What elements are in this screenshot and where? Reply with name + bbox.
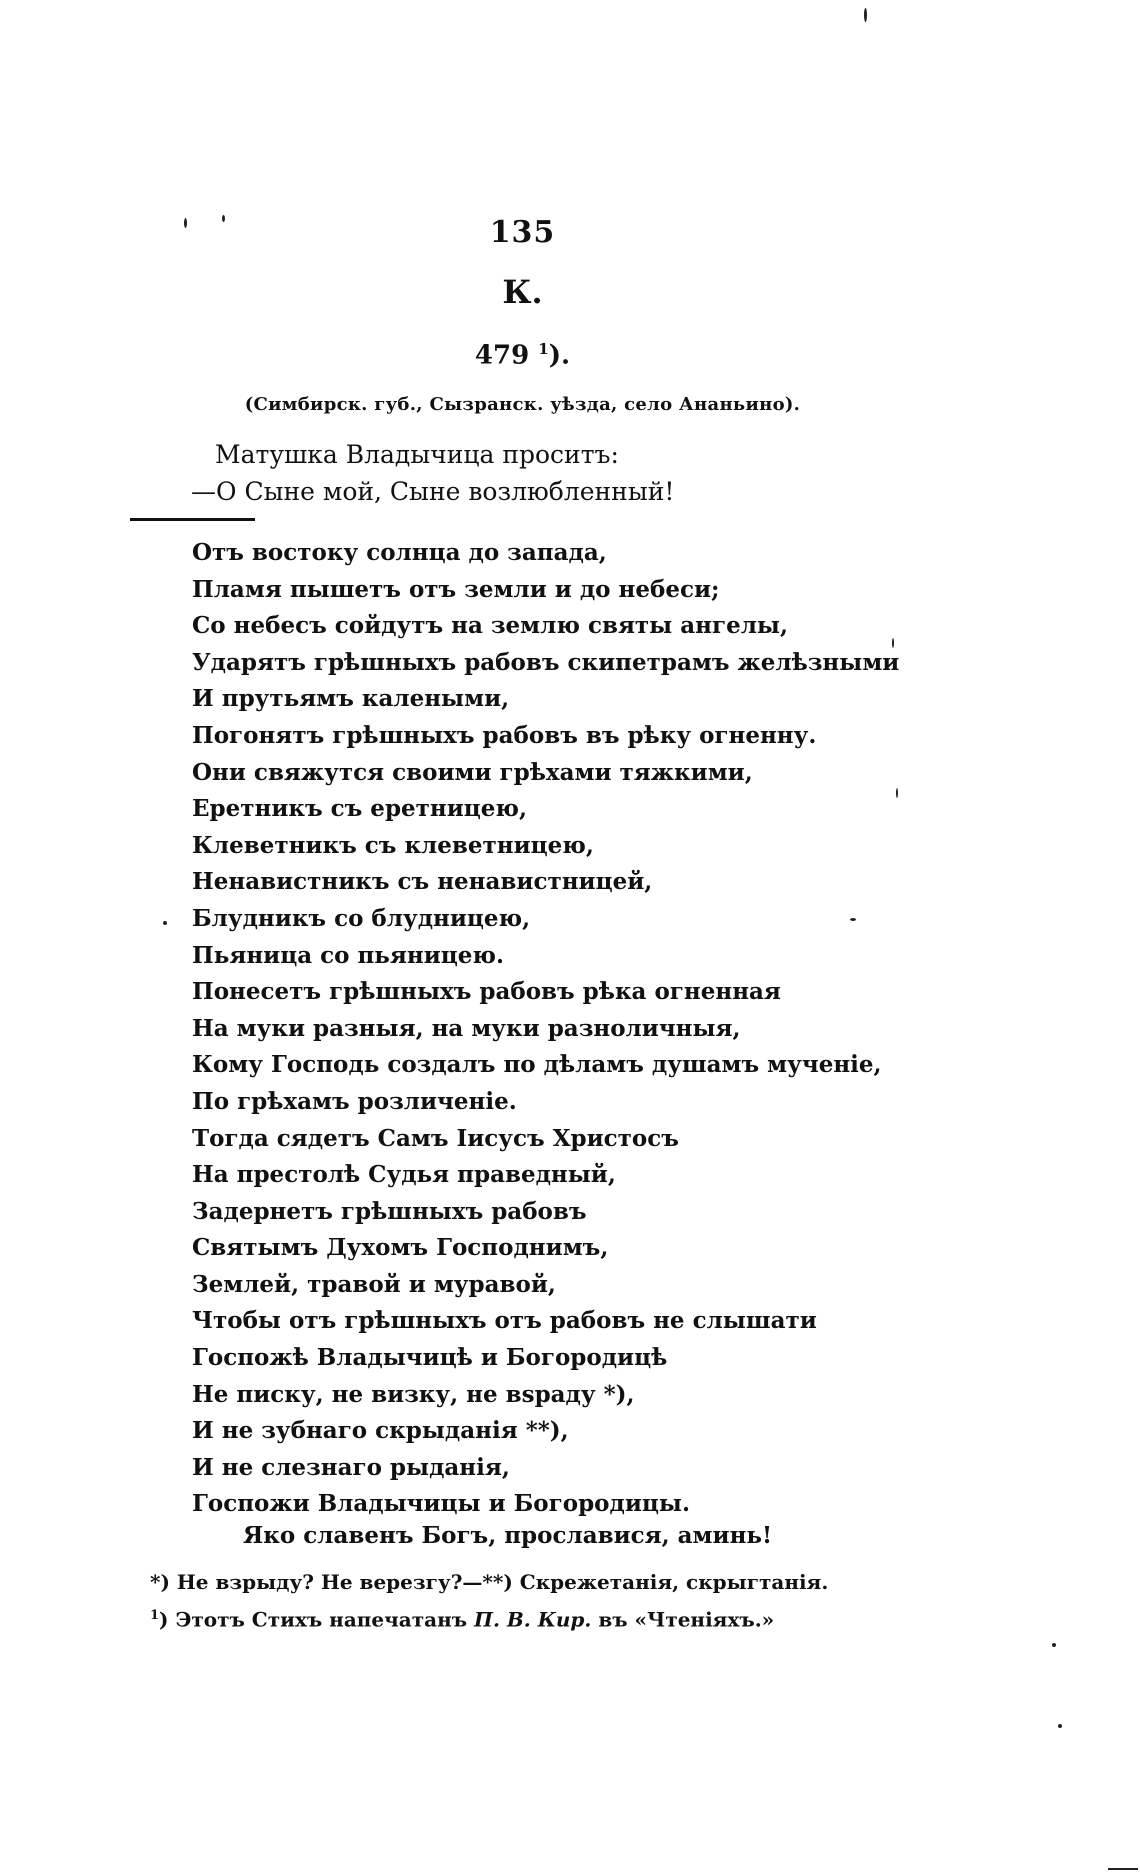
footnote-1-source: въ «Чтеніяхъ.» (591, 1607, 775, 1632)
item-number-close: ). (548, 340, 571, 371)
verse-line: Тогда сядетъ Самъ Іисусъ Христосъ (192, 1124, 679, 1152)
verse-line: На престолѣ Судья праведный, (192, 1161, 616, 1189)
footnote-1 (150, 1599, 828, 1637)
verse-body (192, 535, 899, 1523)
verse-line: Кому Господь создалъ по дѣламъ душамъ мученіе, (192, 1051, 882, 1079)
verse-line: Со небесъ сойдутъ на землю святы ангелы, (192, 612, 788, 640)
scan-speck (896, 788, 898, 798)
scan-speck (864, 8, 867, 22)
verse-line: Не писку, не визку, не вѕраду *), (192, 1380, 635, 1408)
page-number: 135 (489, 215, 556, 250)
scan-speck (1052, 1643, 1056, 1647)
footnote-1-mark: 1 (150, 1608, 160, 1623)
separator-rule (130, 518, 255, 521)
verse-line: И не зубнаго скрыданія **), (192, 1417, 569, 1445)
item-number-value: 479 (474, 340, 530, 371)
verse-line: Отъ востоку солнца до запада, (192, 539, 607, 566)
closing-line: Яко славенъ Богъ, прославися, аминь! (243, 1522, 773, 1549)
verse-line: Еретникъ съ еретницею, (192, 795, 528, 823)
verse-line: Пьяница со пьяницею. (192, 941, 505, 969)
verse-line: На муки разныя, на муки разноличныя, (192, 1014, 741, 1042)
verse-line: Ненавистникъ съ ненавистницей, (192, 868, 653, 896)
verse-line: Ударятъ грѣшныхъ рабовъ скипетрамъ желѣзными (192, 648, 900, 676)
verse-line: Пламя пышетъ отъ земли и до небеси; (192, 575, 720, 603)
epigraph (191, 436, 675, 510)
footnote-star: *) Не взрыду? Не верезгу?—**) Скрежетанія, скрыгтанія. (150, 1570, 829, 1594)
item-footnote-mark: 1 (538, 340, 549, 358)
verse-line: Блудникъ со блудницею, (192, 904, 531, 932)
scan-speck (222, 215, 225, 222)
scan-speck (850, 918, 856, 921)
footnote-1-author: П. В. Кир. (474, 1607, 592, 1632)
section-letter: К. (502, 273, 543, 311)
footnote-1-text: ) Этотъ Стихъ напечатанъ (159, 1607, 475, 1632)
source-location: (Симбирск. губ., Сызранск. уѣзда, село Ананьино). (244, 394, 801, 415)
scan-speck (163, 921, 167, 925)
verse-line: Задернетъ грѣшныхъ рабовъ (192, 1197, 587, 1225)
verse-line: Землей, травой и муравой, (192, 1270, 556, 1298)
footnotes (150, 1565, 828, 1637)
verse-line: Госпожѣ Владычицѣ и Богородицѣ (192, 1344, 668, 1372)
item-number (0, 340, 1045, 371)
verse-line: Они свяжутся своими грѣхами тяжкими, (192, 758, 753, 786)
verse-line: Госпожи Владычицы и Богородицы. (192, 1490, 690, 1518)
scan-speck (892, 638, 894, 648)
verse-line: И не слезнаго рыданія, (192, 1453, 510, 1481)
verse-line: По грѣхамъ розличеніе. (192, 1087, 517, 1115)
verse-line: Святымъ Духомъ Господнимъ, (192, 1234, 609, 1262)
scan-speck (1108, 1868, 1138, 1870)
verse-line: Клеветникъ съ клеветницею, (192, 831, 594, 859)
epigraph-line: —О Сыне мой, Сыне возлюбленный! (191, 477, 675, 506)
verse-line: И прутьямъ калеными, (192, 685, 510, 713)
verse-line: Погонятъ грѣшныхъ рабовъ въ рѣку огненну. (192, 721, 817, 749)
verse-line: Понесетъ грѣшныхъ рабовъ рѣка огненная (192, 978, 781, 1006)
epigraph-line: Матушка Владычица проситъ: (215, 440, 619, 469)
verse-line: Чтобы отъ грѣшныхъ отъ рабовъ не слышати (192, 1307, 817, 1335)
scan-speck (184, 218, 187, 228)
scan-speck (1058, 1724, 1062, 1728)
